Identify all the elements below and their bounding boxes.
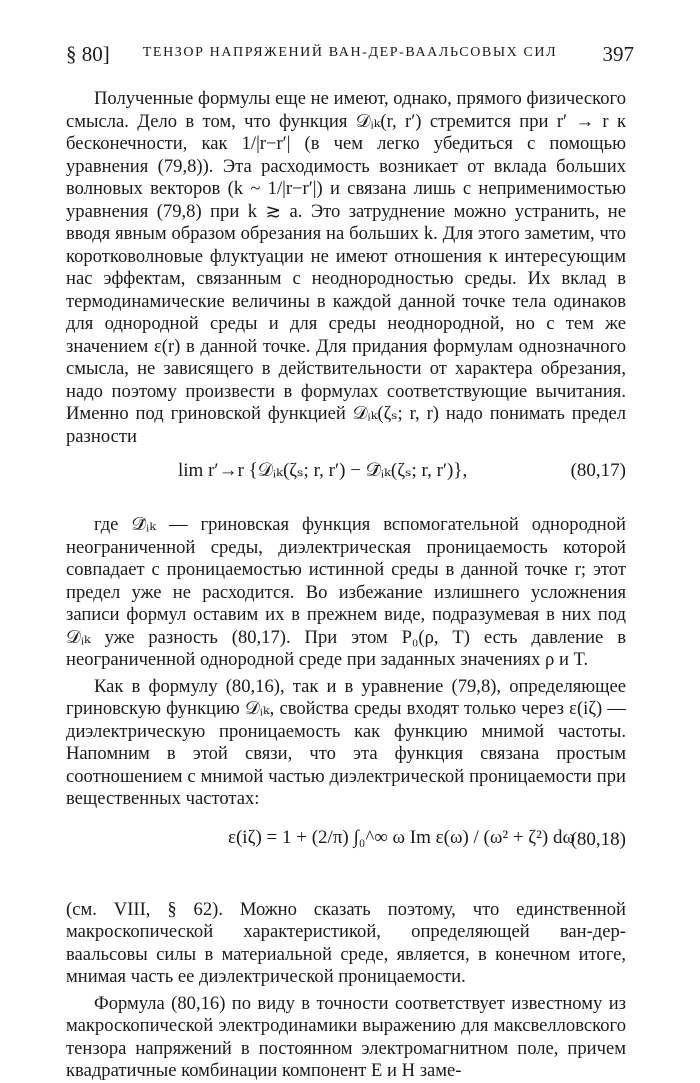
running-title: ТЕНЗОР НАПРЯЖЕНИЙ ВАН-ДЕР-ВААЛЬСОВЫХ СИЛ <box>142 45 558 60</box>
section-number: § 80] <box>66 42 110 66</box>
equation-80-18 <box>66 815 626 893</box>
running-header <box>66 42 634 72</box>
equation-number: (80,18) <box>570 828 626 850</box>
paragraph: Формула (80,16) по виду в точности соответствует известному из макроскопической электродинамики выражению для максвелловского тензора напряжений в постоянном электромагнитном поле, причем квадратичные комбинации компонент E и H заме- <box>66 992 626 1081</box>
paragraph: (см. VIII, § 62). Можно сказать поэтому, что единственной макроскопической характеристикой, определяющей ван-дер-ваальсовы силы в материальной среде, является, в конечном итоге, мнимая часть ее диэлектрической проницаемости. <box>66 898 626 987</box>
page-body <box>66 88 626 1083</box>
equation-80-17 <box>66 452 626 508</box>
equation-number: (80,17) <box>570 460 626 481</box>
equation-body: lim r′→r {𝒟ᵢₖ(ζₛ; r, r′) − 𝒟̄ᵢₖ(ζₛ; r, r′)}, <box>178 460 468 481</box>
paragraph: где 𝒟̄ᵢₖ — гриновская функция вспомогательной однородной неограниченной среды, диэлектрическая проницаемость которой совпадает с проницаемостью истинной среды в данной точке r; этот предел уже не расходится. Во избежание излишнего усложнения записи формул оставим их в прежнем виде, подразумевая в них под 𝒟ᵢₖ уже разность (80,17). При этом P₀(ρ, T) есть давление в неограниченной однородной среде при заданных значениях ρ и T. <box>66 514 626 670</box>
page-number: 397 <box>602 42 634 66</box>
paragraph: Как в формулу (80,16), так и в уравнение (79,8), определяющее гриновскую функцию 𝒟ᵢₖ, свойства среды входят только через ε(iζ) — диэлектрическую проницаемость как функцию мнимой частоты. Напомним в этой связи, что эта функция связана простым соотношением с мнимой частью диэлектрической проницаемости при вещественных частотах: <box>66 675 626 809</box>
paragraph: Полученные формулы еще не имеют, однако, прямого физического смысла. Дело в том, что функция 𝒟ᵢₖ(r, r′) стремится при r′ → r к бесконечности, как 1/|r−r′| (в чем легко убедиться с помощью уравнения (79,8)). Эта расходимость возникает от вклада больших волновых векторов (k ~ 1/|r−r′|) и связана лишь с неприменимостью уравнения (79,8) при k ≳ a. Это затруднение можно устранить, не вводя явным образом обрезания на больших k. Для этого заметим, что коротковолновые флуктуации не имеют отношения к интересующим нас эффектам, связанным с неоднородностью среды. Их вклад в термодинамические величины в каждой данной точке тела одинаков для однородной среды и для среды неоднородной, но с тем же значением ε(r) в данной точке. Для придания формулам однозначного смысла, не зависящего в действительности от характера обрезания, надо поэтому произвести в формулах соответствующие вычитания. Именно под гриновской функцией 𝒟ᵢₖ(ζₛ; r, r) надо понимать предел разности <box>66 88 626 447</box>
equation-body: ε(iζ) = 1 + (2/π) ∫₀^∞ ω Im ε(ω) / (ω² + ζ²) dω <box>228 826 575 848</box>
